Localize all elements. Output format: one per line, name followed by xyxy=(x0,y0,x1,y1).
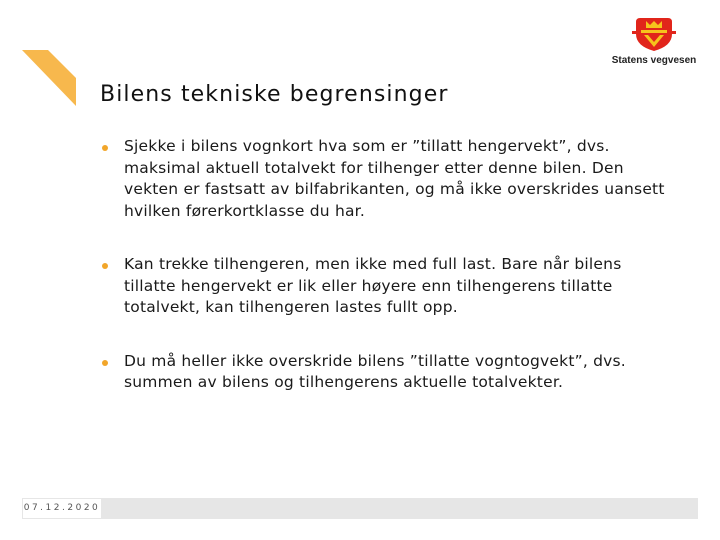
bullet-dot-icon xyxy=(102,145,108,151)
logo-text: Statens vegvesen xyxy=(611,55,697,66)
bullet-dot-icon xyxy=(102,360,108,366)
corner-accent-icon xyxy=(22,50,76,106)
logo-shield-icon xyxy=(632,16,676,52)
bullet-list xyxy=(100,136,670,394)
bullet-text: Sjekke i bilens vognkort hva som er ”tillatt hengervekt”, dvs. maksimal aktuell totalvekt for tilhenger etter denne bilen. Den vekten er fastsatt av bilfabrikanten, og må ikke overskrides uansett hvilken førerkortklasse du har. xyxy=(124,137,665,220)
bullet-text: Du må heller ikke overskride bilens ”tillatte vogntogvekt”, dvs. summen av bilens og tilhengerens aktuelle totalvekter. xyxy=(124,351,626,391)
bullet-item xyxy=(100,254,670,319)
slide-title: Bilens tekniske begrensinger xyxy=(100,82,449,107)
bullet-item xyxy=(100,351,670,394)
footer-bar xyxy=(22,498,698,519)
bullet-item xyxy=(100,136,670,222)
bullet-dot-icon xyxy=(102,263,108,269)
footer-date: 07.12.2020 xyxy=(22,498,102,519)
statens-vegvesen-logo xyxy=(606,14,702,70)
bullet-text: Kan trekke tilhengeren, men ikke med full last. Bare når bilens tillatte hengervekt er lik eller høyere enn tilhengerens tillatte totalvekt, kan tilhengeren lastes fullt opp. xyxy=(124,255,622,316)
